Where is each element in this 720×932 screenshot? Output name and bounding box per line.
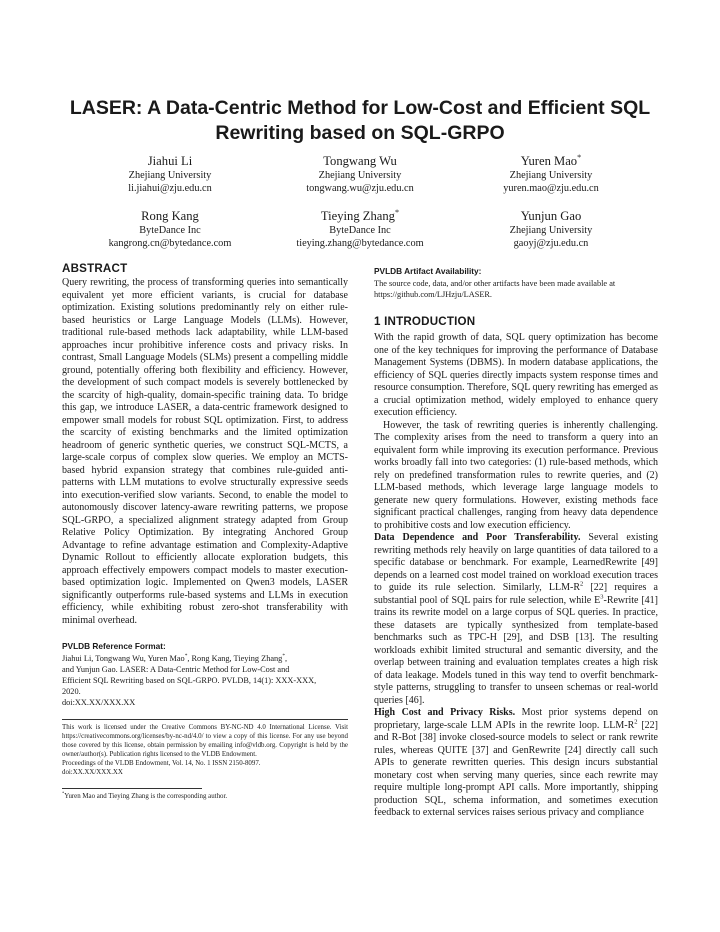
author-email: tongwang.wu@zju.edu.cn <box>306 183 414 194</box>
intro-paragraph: High Cost and Privacy Risks. Most prior systems depend on proprietary, large-scale LLM APIs in the rewrite loop. LLM-$R^2$ [22] and R-Bot [38] invoke closed-source models to select or rank rewrite rules, whereas QUITE [37] and GenRewrite [24] directly call such APIs to generate rewritten queries. This design incurs substantial monetary cost when serving many queries, since each rewrite may require multiple long-prompt API calls. More importantly, shipping production SQL, schema information, and sometimes execution feedback to external services raises serious privacy and compliance <box>374 707 659 818</box>
author-affiliation: Zhejiang University <box>318 170 402 181</box>
author-block <box>260 154 460 195</box>
right-column <box>374 266 658 820</box>
abstract-heading: ABSTRACT <box>62 262 128 275</box>
license-doi: doi:XX.XX/XXX.XX <box>62 769 123 776</box>
author-affiliation: Zhejiang University <box>509 225 593 236</box>
author-email: yuren.mao@zju.edu.cn <box>503 183 599 194</box>
author-name: Rong Kang <box>141 209 199 223</box>
author-block <box>70 209 270 250</box>
reference-format-heading: PVLDB Reference Format: <box>62 641 166 651</box>
reference-format <box>62 641 348 708</box>
author-name: Yuren Mao* <box>520 152 582 168</box>
author-email: gaoyj@zju.edu.cn <box>513 238 589 249</box>
intro-paragraph: However, the task of rewriting queries is inherently challenging. The complexity arises from the need to transform a query into an equivalent form while improving its execution performance. Previous works broadly fall into two categories: (1) rule-based methods, which rely on predefined transformation rules to rewrite queries, and (2) LLM-based methods, which leverage large language models to generate new query formulations. However, existing methods face significant practical challenges, ranging from heavy data dependence to prohibitive costs and low execution efficiency. <box>374 419 658 531</box>
author-block <box>260 209 460 250</box>
author-affiliation: Zhejiang University <box>128 170 212 181</box>
license-divider <box>62 719 348 720</box>
run-in-heading: High Cost and Privacy Risks. <box>374 707 516 718</box>
abstract-text: Query rewriting, the process of transforming queries into semantically equivalent yet more efficient variants, is crucial for database optimization. Existing solutions predominantly rely on either rule-based heuristics or Large Language Models (LLMs). However, traditional rule-based methods lack adaptability, while LLM-based approaches incur prohibitive inference costs and privacy risks. In contrast, Small Language Models (SLMs) present a compelling middle ground, potentially offering both flexibility and efficiency. However, the development of such compact models is severely bottlenecked by the scarcity of high-quality, domain-specific training data. To bridge this gap, we introduce LASER, a data-centric framework designed to empower small models for robust SQL optimization. First, to address the scarcity of existing benchmarks and the limited optimization headroom of generic synthetic queries, we construct SQL-MCTS, a large-scale corpus of complex slow queries. We employ an MCTS-based hybrid expansion strategy that combines rule-guided anti-patterns with LLM mutations to evolve structurally expressive seeds into execution-verified slow variants. Second, to enable the model to autonomously discover latency-aware rewriting patterns, we propose SQL-GRPO, a specialized alignment strategy adapted from Group Relative Policy Optimization. By integrating Anchored Group Advantage to refine advantage estimation and Complexity-Adaptive Dynamic Rollout to efficiently allocate exploration budgets, this approach effectively empowers compact models to master execution-based optimization logic. Implemented on Qwen3 models, LASER significantly outperforms rule-based systems and LLMs in execution efficiency, while exhibiting robust zero-shot transferability with minimal overhead. <box>62 277 348 626</box>
author-block <box>451 154 651 195</box>
run-in-heading: Data Dependence and Poor Transferability. <box>374 532 581 543</box>
author-affiliation: Zhejiang University <box>509 170 593 181</box>
paper-title: LASER: A Data-Centric Method for Low-Cost and Efficient SQL Rewriting based on SQL-GRPO <box>69 97 651 144</box>
author-name: Yunjun Gao <box>520 209 582 223</box>
author-name: Tongwang Wu <box>323 154 397 168</box>
artifact-heading: PVLDB Artifact Availability: <box>374 266 482 276</box>
footnote-divider <box>62 788 202 789</box>
author-affiliation: ByteDance Inc <box>139 225 201 236</box>
license-text: This work is licensed under the Creative Commons BY-NC-ND 4.0 International License. Visit https://creativecommons.org/licenses/by-nc-nd/4.0/ to view a copy of this license. For any use beyond those covered by this license, obtain permission by emailing info@vldb.org. Copyright is held by the owner/author(s). Publication rights licensed to the VLDB Endowment. <box>62 724 348 758</box>
intro-paragraph: With the rapid growth of data, SQL query optimization has become one of the key techniques for improving the performance of Database Management Systems (DBMS). In modern database applications, the efficiency of SQL queries directly impacts system response times and resource consumption. Therefore, SQL query rewriting has emerged as a crucial optimization method, widely employed to enhance query execution efficiency. <box>374 332 658 418</box>
artifact-text: The source code, data, and/or other artifacts have been made available at https://github.com/LJHzju/LASER. <box>374 279 616 299</box>
reference-format-text: Jiahui Li, Tongwang Wu, Yuren Mao*, Rong Kang, Tieying Zhang*, and Yunjun Gao. LASER: A Data-Centric Method for Low-Cost and Efficient SQL Rewriting based on SQL-GRPO. PVLDB, 14(1): XXX-XXX, 2020. doi:XX.XX/XXX.XX <box>62 653 317 707</box>
author-affiliation: ByteDance Inc <box>329 225 391 236</box>
author-email: li.jiahui@zju.edu.cn <box>128 183 212 194</box>
author-block <box>70 154 270 195</box>
proceedings-text: Proceedings of the VLDB Endowment, Vol. 14, No. 1 ISSN 2150-8097. <box>62 760 261 767</box>
license-block <box>62 723 348 777</box>
author-block <box>451 209 651 250</box>
author-email: tieying.zhang@bytedance.com <box>296 238 424 249</box>
introduction-heading: 1 INTRODUCTION <box>374 315 476 328</box>
left-column <box>62 262 348 801</box>
corresponding-author-footnote: *Yuren Mao and Tieying Zhang is the corresponding author. <box>62 790 228 800</box>
intro-paragraph: Data Dependence and Poor Transferability. Several existing rewriting methods rely heavily on large quantities of data tailored to a specific database or benchmark. For example, LearnedRewrite [49] depends on a learned cost model trained on workload execution traces to guide its rule selection. Similarly, LLM-$R^2$ [22] requires a substantial pool of SQL pairs for rule selection, while $E^3$-Rewrite [41] trains its rewrite model on a large corpus of SQL queries. In practice, these datasets are typically synthesized from template-based benchmarks such as TPC-H [29], and DSB [13]. The resulting workloads exhibit limited structural and semantic diversity, and the overlap between training and evaluation templates creates a high risk of data leakage. Models tuned in this way tend to overfit benchmark-style patterns, struggling to transfer to unseen schemas or real-world queries [46]. <box>374 532 658 706</box>
author-name: Tieying Zhang* <box>320 207 400 223</box>
author-email: kangrong.cn@bytedance.com <box>108 238 232 249</box>
author-name: Jiahui Li <box>147 154 193 168</box>
